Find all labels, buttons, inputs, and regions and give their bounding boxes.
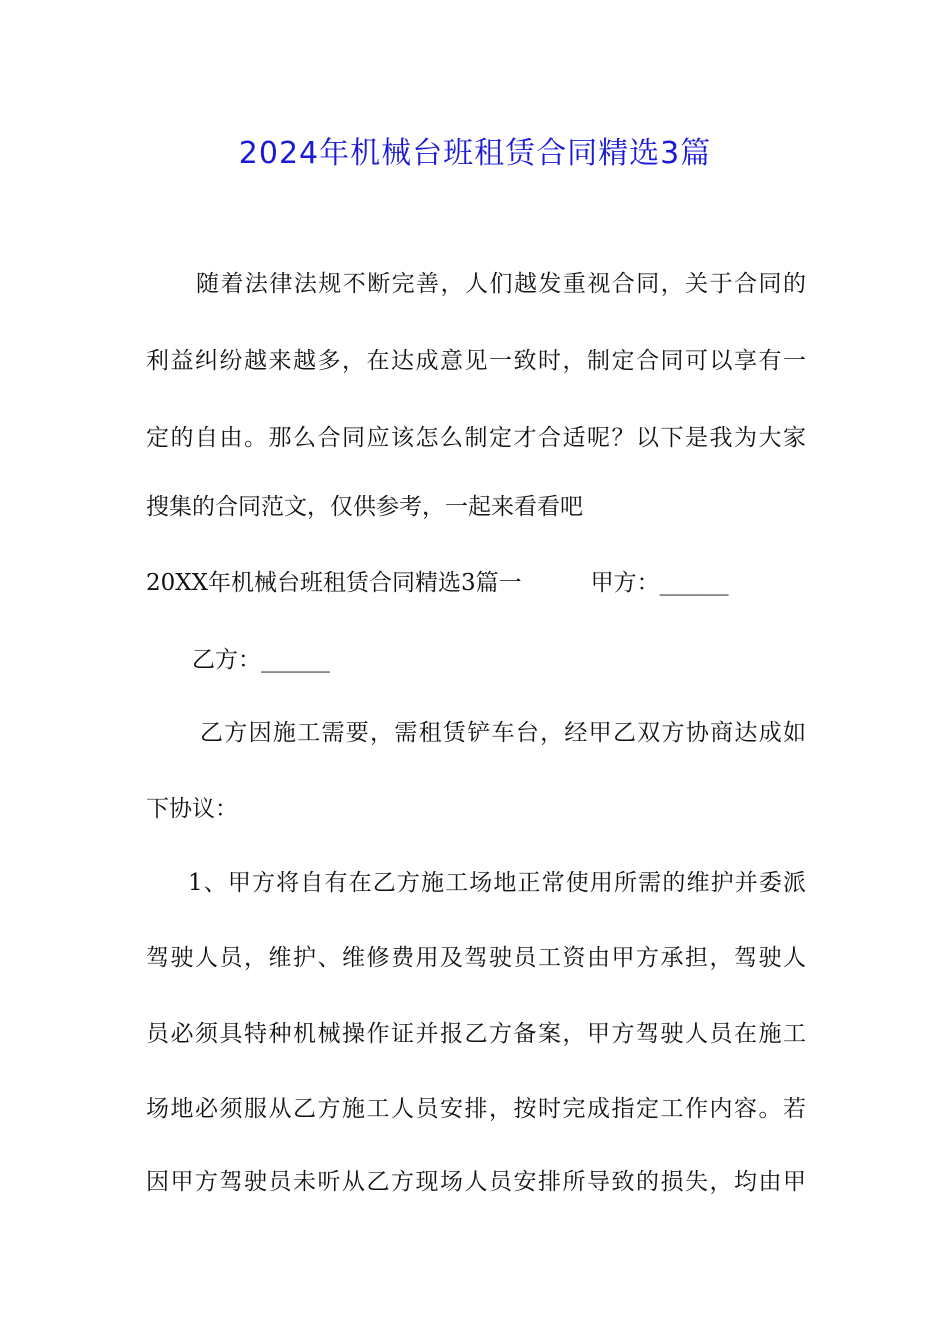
paragraph-line: 乙方：______ [192, 647, 330, 673]
paragraph-line: 利益纠纷越来越多，在达成意见一致时，制定合同可以享有一 [146, 348, 806, 374]
paragraph-line: 乙方因施工需要，需租赁铲车台，经甲乙双方协商达成如 [200, 720, 806, 746]
section-heading-line: 20XX年机械台班租赁合同精选3篇一 甲方：______ [146, 570, 729, 596]
paragraph-line: 随着法律法规不断完善，人们越发重视合同，关于合同的 [196, 271, 806, 297]
paragraph-line: 驾驶人员，维护、维修费用及驾驶员工资由甲方承担，驾驶人 [146, 945, 806, 971]
paragraph-line: 定的自由。那么合同应该怎么制定才合适呢？以下是我为大家 [146, 425, 806, 451]
document-title: 2024年机械台班租赁合同精选3篇 [238, 136, 712, 171]
paragraph-line: 场地必须服从乙方施工人员安排，按时完成指定工作内容。若 [146, 1096, 806, 1122]
paragraph-line: 员必须具特种机械操作证并报乙方备案，甲方驾驶人员在施工 [146, 1021, 806, 1047]
paragraph-line: 因甲方驾驶员未听从乙方现场人员安排所导致的损失，均由甲 [146, 1169, 806, 1195]
paragraph-line: 搜集的合同范文，仅供参考，一起来看看吧 [146, 494, 583, 520]
paragraph-line: 1、甲方将自有在乙方施工场地正常使用所需的维护并委派 [188, 870, 806, 896]
paragraph-line: 下协议： [146, 796, 238, 822]
